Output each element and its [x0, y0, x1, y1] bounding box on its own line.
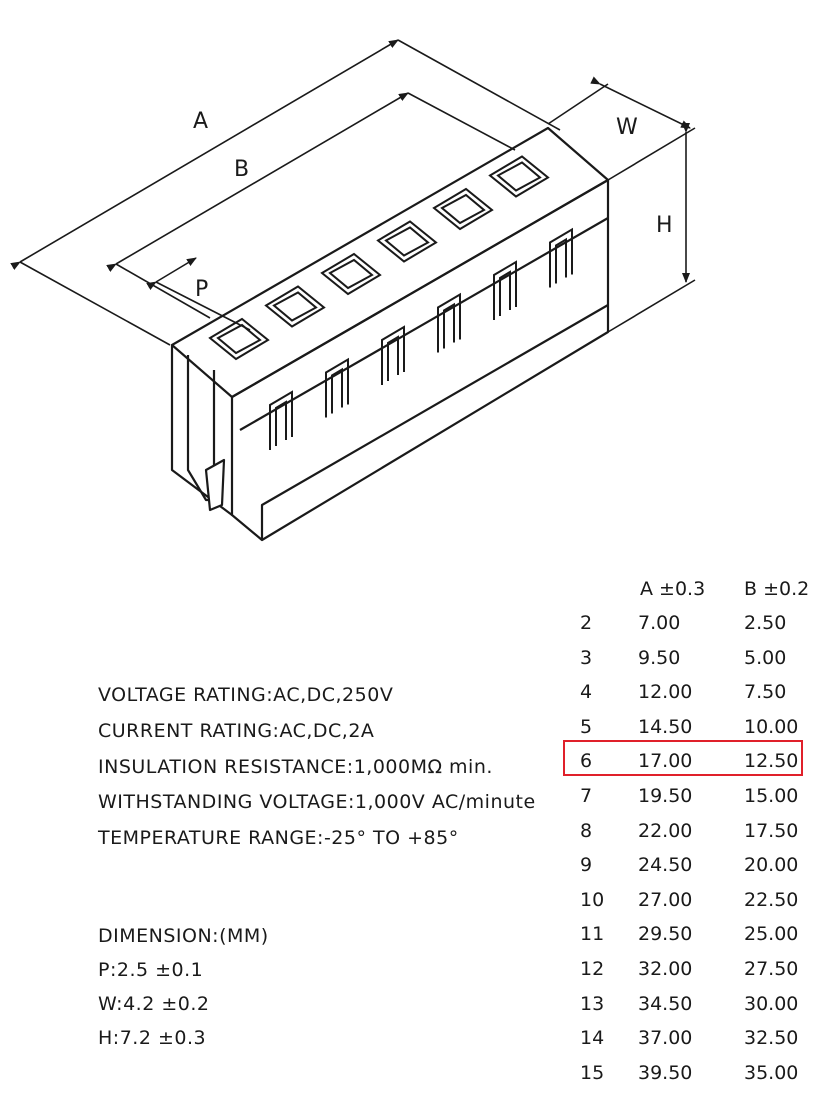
table-cell-b: 2.50 — [744, 612, 787, 634]
dim-h-label: H — [656, 213, 673, 238]
table-cell-b: 7.50 — [744, 681, 787, 704]
table-cell-a: 37.00 — [638, 1027, 693, 1050]
table-cell-n: 14 — [580, 1027, 605, 1050]
table-cell-b: 22.50 — [744, 888, 799, 911]
cavity — [322, 254, 380, 294]
table-cell-n: 15 — [580, 1061, 605, 1084]
table-cell-b: 17.50 — [744, 819, 799, 842]
table-cell-n: 12 — [580, 958, 605, 980]
table-cell-a: 32.00 — [638, 958, 693, 980]
cavity — [266, 287, 324, 327]
cavity — [378, 222, 436, 262]
terminal-slot — [438, 295, 460, 353]
table-cell-a: 9.50 — [638, 646, 681, 669]
table-cell-n: 5 — [580, 715, 593, 738]
table-cell-n: 8 — [580, 819, 593, 842]
table-cell-b: 5.00 — [744, 646, 787, 669]
table-cell-a: 22.00 — [638, 819, 693, 842]
dimension-w: W:4.2 ±0.2 — [98, 993, 210, 1015]
table-cell-b: 27.50 — [744, 958, 799, 980]
dim-w-line — [600, 84, 690, 128]
table-cell-a: 39.50 — [638, 1061, 693, 1084]
table-header-b: B ±0.2 — [744, 578, 810, 600]
terminal-slot — [494, 262, 516, 320]
dim-b-line — [116, 93, 408, 264]
table-cell-a: 17.00 — [638, 750, 693, 773]
dim-p-line — [156, 258, 196, 282]
cavity — [434, 189, 492, 229]
table-cell-a: 14.50 — [638, 715, 693, 738]
spec-temperature-range: TEMPERATURE RANGE:-25° TO +85° — [98, 827, 459, 849]
table-cell-n: 4 — [580, 681, 593, 704]
dimension-p: P:2.5 ±0.1 — [98, 959, 204, 981]
table-cell-a: 34.50 — [638, 992, 693, 1015]
terminal-slot — [326, 360, 348, 418]
table-cell-a: 7.00 — [638, 612, 681, 634]
spec-current-rating: CURRENT RATING:AC,DC,2A — [98, 720, 375, 742]
table-cell-b: 10.00 — [744, 715, 799, 738]
dimension-h: H:7.2 ±0.3 — [98, 1027, 207, 1049]
table-cell-b: 12.50 — [744, 750, 799, 773]
spec-voltage-rating: VOLTAGE RATING:AC,DC,250V — [98, 684, 394, 706]
dim-p-label: P — [195, 277, 209, 302]
table-cell-n: 3 — [580, 646, 593, 669]
table-cell-n: 10 — [580, 888, 605, 911]
dim-w-label: W — [616, 115, 638, 140]
dim-a-line — [20, 40, 398, 262]
table-cell-a: 29.50 — [638, 923, 693, 946]
table-cell-a: 24.50 — [638, 854, 693, 877]
table-cell-b: 25.00 — [744, 923, 799, 946]
table-cell-a: 27.00 — [638, 888, 693, 911]
table-cell-b: 32.50 — [744, 1027, 799, 1050]
dim-a-label: A — [193, 109, 209, 134]
housing-front-face — [232, 180, 608, 540]
spec-withstanding-voltage: WITHSTANDING VOLTAGE:1,000V AC/minute — [98, 791, 536, 813]
table-cell-b: 15.00 — [744, 785, 799, 807]
table-cell-n: 7 — [580, 785, 593, 807]
table-cell-n: 2 — [580, 612, 593, 634]
table-cell-n: 6 — [580, 750, 593, 773]
table-cell-a: 12.00 — [638, 681, 693, 704]
table-cell-b: 20.00 — [744, 854, 799, 877]
cavity-openings — [210, 157, 548, 360]
spec-insulation-resistance: INSULATION RESISTANCE:1,000MΩ min. — [98, 756, 493, 778]
table-cell-a: 19.50 — [638, 785, 693, 807]
terminal-slot — [550, 230, 572, 288]
terminal-slot — [382, 327, 404, 385]
table-cell-n: 13 — [580, 992, 605, 1015]
table-cell-n: 11 — [580, 923, 605, 946]
table-cell-b: 35.00 — [744, 1061, 799, 1084]
table-cell-n: 9 — [580, 854, 593, 877]
dimension-title: DIMENSION:(MM) — [98, 925, 269, 947]
cavity — [490, 157, 548, 197]
table-header-a: A ±0.3 — [640, 578, 706, 600]
dim-b-label: B — [234, 157, 250, 182]
table-cell-b: 30.00 — [744, 992, 799, 1015]
